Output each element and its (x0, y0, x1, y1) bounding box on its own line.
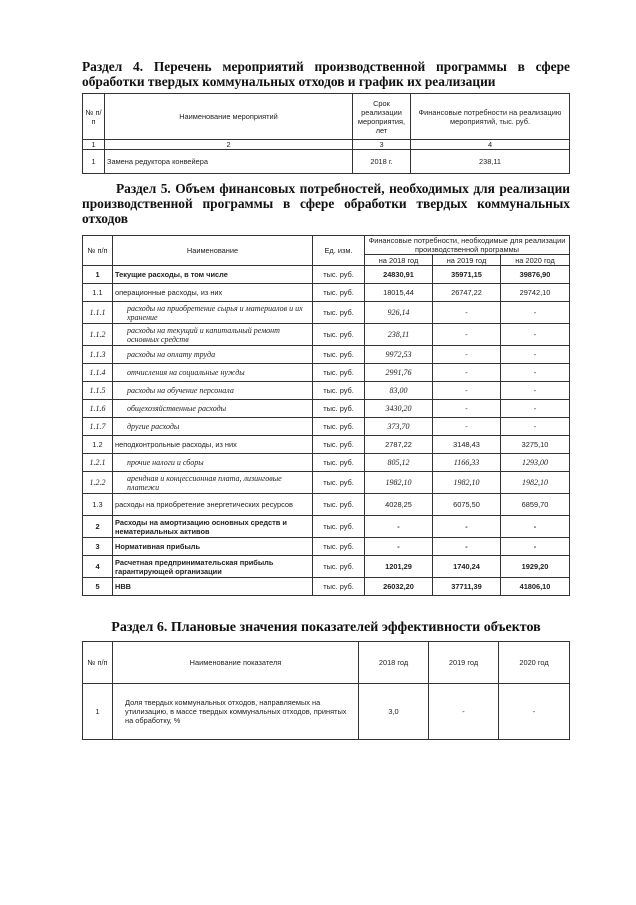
table-row (83, 436, 570, 454)
s5-header-2019: на 2019 год (433, 255, 501, 266)
s5-cell-name: прочие налоги и сборы (113, 454, 313, 472)
s5-cell-unit: тыс. руб. (313, 454, 365, 472)
s5-cell-num: 1.1 (83, 284, 113, 302)
s5-cell-name: расходы на текущий и капитальный ремонт основных средств (113, 324, 313, 346)
section6-table (82, 641, 570, 740)
s5-cell-num: 1.1.2 (83, 324, 113, 346)
s6-row-2020: - (499, 684, 570, 740)
s5-cell-v2018: 26032,20 (365, 578, 433, 596)
s5-header-name: Наименование (113, 236, 313, 266)
s5-cell-v2020: 29742,10 (501, 284, 570, 302)
section4-title: Раздел 4. Перечень мероприятий производственной программы в сфере обработки твердых коммунальных отходов и график их реализации (82, 59, 570, 89)
s5-cell-v2020: 41806,10 (501, 578, 570, 596)
s6-row-2019: - (429, 684, 499, 740)
s5-cell-unit: тыс. руб. (313, 538, 365, 556)
s5-cell-v2019: - (433, 364, 501, 382)
s5-cell-v2018: 1201,29 (365, 556, 433, 578)
s5-header-2020: на 2020 год (501, 255, 570, 266)
s5-cell-unit: тыс. руб. (313, 364, 365, 382)
s5-cell-v2018: 18015,44 (365, 284, 433, 302)
s5-cell-v2019: 3148,43 (433, 436, 501, 454)
s5-cell-name: Расчетная предпринимательская прибыль гарантирующей организации (113, 556, 313, 578)
s5-cell-v2020: - (501, 324, 570, 346)
s5-cell-name: операционные расходы, из них (113, 284, 313, 302)
s5-cell-v2018: 4028,25 (365, 494, 433, 516)
s5-cell-name: другие расходы (113, 418, 313, 436)
s5-cell-v2018: 926,14 (365, 302, 433, 324)
s5-cell-v2019: 6075,50 (433, 494, 501, 516)
table-row (83, 382, 570, 400)
s4-header-finance: Финансовые потребности на реализацию мероприятий, тыс. руб. (411, 94, 570, 140)
table-row (83, 516, 570, 538)
s4-colnum: 4 (411, 140, 570, 150)
s5-cell-v2019: - (433, 346, 501, 364)
s5-cell-unit: тыс. руб. (313, 346, 365, 364)
s5-cell-v2020: - (501, 346, 570, 364)
s5-cell-v2019: 1166,33 (433, 454, 501, 472)
s5-cell-name: отчисления на социальные нужды (113, 364, 313, 382)
s4-colnum: 2 (105, 140, 353, 150)
s5-cell-v2018: - (365, 538, 433, 556)
section5-table (82, 235, 570, 596)
s5-cell-unit: тыс. руб. (313, 516, 365, 538)
s5-cell-name: Текущие расходы, в том числе (113, 266, 313, 284)
table-row (83, 324, 570, 346)
s5-cell-v2019: 1740,24 (433, 556, 501, 578)
s5-cell-v2019: - (433, 516, 501, 538)
s5-cell-v2019: - (433, 302, 501, 324)
table-row (83, 400, 570, 418)
s5-cell-v2020: - (501, 538, 570, 556)
s5-cell-num: 1.3 (83, 494, 113, 516)
table-row (83, 418, 570, 436)
s5-cell-unit: тыс. руб. (313, 556, 365, 578)
s5-cell-name: неподконтрольные расходы, из них (113, 436, 313, 454)
s5-cell-num: 1.1.5 (83, 382, 113, 400)
table-row (83, 556, 570, 578)
table-row (83, 364, 570, 382)
s6-header-num: № п/п (83, 642, 113, 684)
s5-cell-name: расходы на приобретение энергетических ресурсов (113, 494, 313, 516)
table-row (83, 472, 570, 494)
s5-cell-num: 4 (83, 556, 113, 578)
s6-row-name: Доля твердых коммунальных отходов, направляемых на утилизацию, в массе твердых коммунальных отходов, принятых на обработку, % (113, 684, 359, 740)
s5-cell-num: 1.2.1 (83, 454, 113, 472)
s5-cell-name: Расходы на амортизацию основных средств и нематериальных активов (113, 516, 313, 538)
s5-cell-num: 3 (83, 538, 113, 556)
s5-cell-v2020: 1293,00 (501, 454, 570, 472)
table-row (83, 284, 570, 302)
s5-cell-v2020: 39876,90 (501, 266, 570, 284)
s5-cell-unit: тыс. руб. (313, 382, 365, 400)
s4-row-num: 1 (83, 150, 105, 174)
s5-cell-v2019: 37711,39 (433, 578, 501, 596)
s5-cell-unit: тыс. руб. (313, 302, 365, 324)
s5-cell-unit: тыс. руб. (313, 266, 365, 284)
s4-row-finance: 238,11 (411, 150, 570, 174)
s4-colnum: 3 (353, 140, 411, 150)
s5-cell-v2020: 6859,70 (501, 494, 570, 516)
s5-cell-v2019: - (433, 418, 501, 436)
s5-cell-v2020: 1982,10 (501, 472, 570, 494)
section4-table (82, 93, 570, 174)
s5-cell-num: 2 (83, 516, 113, 538)
s5-cell-v2018: 2787,22 (365, 436, 433, 454)
s5-cell-v2019: - (433, 400, 501, 418)
s5-cell-unit: тыс. руб. (313, 400, 365, 418)
s6-header-2018: 2018 год (359, 642, 429, 684)
section5-title: Раздел 5. Объем финансовых потребностей, необходимых для реализации производственной программы в сфере обработки твердых коммунальных отходов (82, 181, 570, 226)
s5-cell-v2019: 1982,10 (433, 472, 501, 494)
s6-row-num: 1 (83, 684, 113, 740)
s5-cell-v2018: 24830,91 (365, 266, 433, 284)
s4-header-name: Наименование мероприятий (105, 94, 353, 140)
table-row (83, 266, 570, 284)
s5-cell-name: общехозяйственные расходы (113, 400, 313, 418)
s4-colnum: 1 (83, 140, 105, 150)
s5-cell-name: расходы на оплату труда (113, 346, 313, 364)
s5-cell-num: 1.1.7 (83, 418, 113, 436)
table-row (83, 454, 570, 472)
s4-header-num: № п/п (83, 94, 105, 140)
s5-cell-v2020: - (501, 382, 570, 400)
s5-cell-v2018: 9972,53 (365, 346, 433, 364)
s5-cell-num: 1.2 (83, 436, 113, 454)
s5-cell-num: 1 (83, 266, 113, 284)
s5-cell-name: расходы на обучение персонала (113, 382, 313, 400)
s5-cell-unit: тыс. руб. (313, 578, 365, 596)
s5-cell-v2020: - (501, 302, 570, 324)
s5-cell-v2020: 1929,20 (501, 556, 570, 578)
table-row (83, 494, 570, 516)
s6-row-2018: 3,0 (359, 684, 429, 740)
s5-cell-v2018: 2991,76 (365, 364, 433, 382)
s5-cell-v2019: - (433, 538, 501, 556)
s5-cell-v2020: - (501, 364, 570, 382)
s5-header-2018: на 2018 год (365, 255, 433, 266)
s5-cell-unit: тыс. руб. (313, 284, 365, 302)
s5-cell-name: арендная и концессионная плата, лизинговые платежи (113, 472, 313, 494)
s5-cell-unit: тыс. руб. (313, 418, 365, 436)
s5-cell-v2019: 35971,15 (433, 266, 501, 284)
s5-cell-num: 1.1.6 (83, 400, 113, 418)
s5-cell-unit: тыс. руб. (313, 324, 365, 346)
s5-cell-name: Нормативная прибыль (113, 538, 313, 556)
s5-cell-v2018: 238,11 (365, 324, 433, 346)
s5-header-finance: Финансовые потребности, необходимые для реализации производственной программы (365, 236, 570, 255)
s5-cell-v2020: - (501, 400, 570, 418)
s5-header-num: № п/п (83, 236, 113, 266)
s5-cell-num: 1.1.3 (83, 346, 113, 364)
s5-cell-num: 1.2.2 (83, 472, 113, 494)
s5-cell-v2019: - (433, 324, 501, 346)
s5-cell-v2020: 3275,10 (501, 436, 570, 454)
s5-cell-unit: тыс. руб. (313, 436, 365, 454)
s6-header-2020: 2020 год (499, 642, 570, 684)
s4-header-period: Срок реализации мероприятия, лет (353, 94, 411, 140)
s5-cell-v2018: 3430,20 (365, 400, 433, 418)
s4-row-name: Замена редуктора конвейера (105, 150, 353, 174)
table-row (83, 538, 570, 556)
s5-cell-unit: тыс. руб. (313, 472, 365, 494)
table-row (83, 346, 570, 364)
s5-cell-unit: тыс. руб. (313, 494, 365, 516)
s4-row-period: 2018 г. (353, 150, 411, 174)
section5-rows (83, 266, 570, 596)
s5-cell-num: 1.1.1 (83, 302, 113, 324)
s5-cell-v2018: 373,70 (365, 418, 433, 436)
s5-cell-num: 1.1.4 (83, 364, 113, 382)
s5-cell-num: 5 (83, 578, 113, 596)
section6-title: Раздел 6. Плановые значения показателей эффективности объектов (111, 620, 541, 635)
s5-cell-v2018: 805,12 (365, 454, 433, 472)
table-row (83, 302, 570, 324)
s5-cell-v2019: - (433, 382, 501, 400)
s6-header-name: Наименование показателя (113, 642, 359, 684)
s5-cell-v2020: - (501, 516, 570, 538)
s6-header-2019: 2019 год (429, 642, 499, 684)
s5-cell-v2019: 26747,22 (433, 284, 501, 302)
s5-cell-name: расходы на приобретение сырья и материалов и их хранение (113, 302, 313, 324)
s5-cell-v2018: - (365, 516, 433, 538)
table-row (83, 578, 570, 596)
s5-cell-name: НВВ (113, 578, 313, 596)
s5-cell-v2020: - (501, 418, 570, 436)
s5-cell-v2018: 1982,10 (365, 472, 433, 494)
s5-cell-v2018: 83,00 (365, 382, 433, 400)
s5-header-unit: Ед. изм. (313, 236, 365, 266)
